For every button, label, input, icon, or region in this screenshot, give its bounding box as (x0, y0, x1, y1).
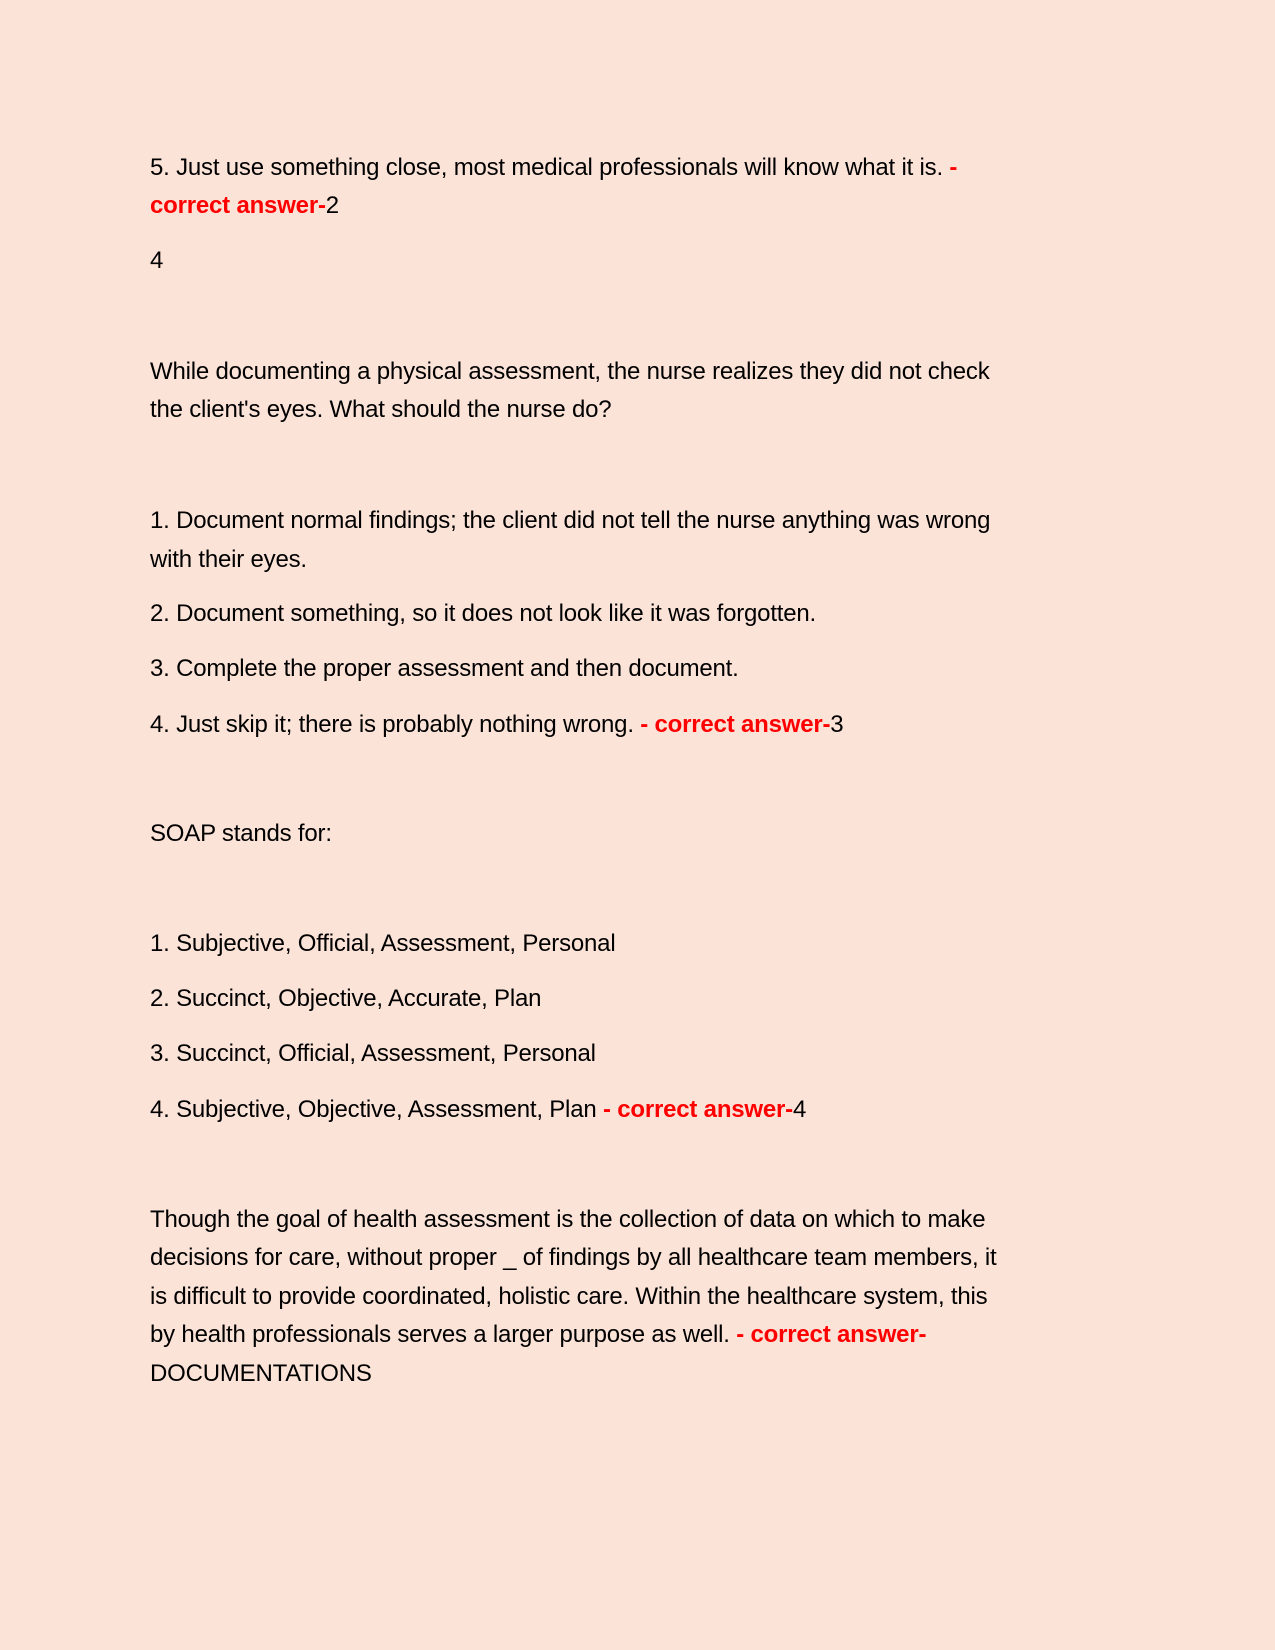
question-text-end: by health professionals serves a larger purpose as well. (150, 1321, 737, 1348)
option-text: 4. Just skip it; there is probably nothing wrong. (150, 711, 641, 738)
question-text: the client's eyes. What should the nurse do? (150, 396, 612, 423)
option-1: 1. Subjective, Official, Assessment, Personal (150, 930, 616, 957)
option-text: 5. Just use something close, most medical professionals will know what it is. (150, 154, 950, 181)
answer-label: - correct answer- (602, 1096, 793, 1123)
question-text: SOAP stands for: (150, 820, 332, 847)
option-2: 2. Succinct, Objective, Accurate, Plan (150, 985, 542, 1012)
answer-line (150, 191, 339, 221)
answer-value: DOCUMENTATIONS (150, 1360, 372, 1387)
answer-value: 4 (792, 1096, 807, 1123)
option-4 (150, 710, 843, 740)
option-3: 3. Complete the proper assessment and then document. (150, 655, 739, 682)
answer-label: - (949, 154, 958, 181)
option-1-cont: with their eyes. (150, 546, 307, 573)
answer-value: 2 (325, 192, 339, 219)
question-text: Though the goal of health assessment is the collection of data on which to make (150, 1206, 986, 1233)
question-text: decisions for care, without proper _ of findings by all healthcare team members, it (150, 1244, 997, 1271)
option-5-line (150, 153, 957, 183)
option-3: 3. Succinct, Official, Assessment, Personal (150, 1040, 596, 1067)
question-text: While documenting a physical assessment, the nurse realizes they did not check (150, 358, 990, 385)
answer-value: 3 (830, 711, 844, 738)
option-1: 1. Document normal findings; the client did not tell the nurse anything was wrong (150, 507, 991, 534)
option-text: 4. Subjective, Objective, Assessment, Plan (150, 1096, 603, 1123)
question-text (150, 1320, 926, 1350)
stray-number: 4 (150, 247, 164, 274)
answer-label: - correct answer- (736, 1321, 927, 1348)
option-2: 2. Document something, so it does not look like it was forgotten. (150, 600, 817, 627)
question-text: is difficult to provide coordinated, holistic care. Within the healthcare system, this (150, 1283, 988, 1310)
answer-label: - correct answer- (640, 711, 831, 738)
answer-label: correct answer- (150, 192, 326, 219)
option-4 (150, 1095, 806, 1125)
